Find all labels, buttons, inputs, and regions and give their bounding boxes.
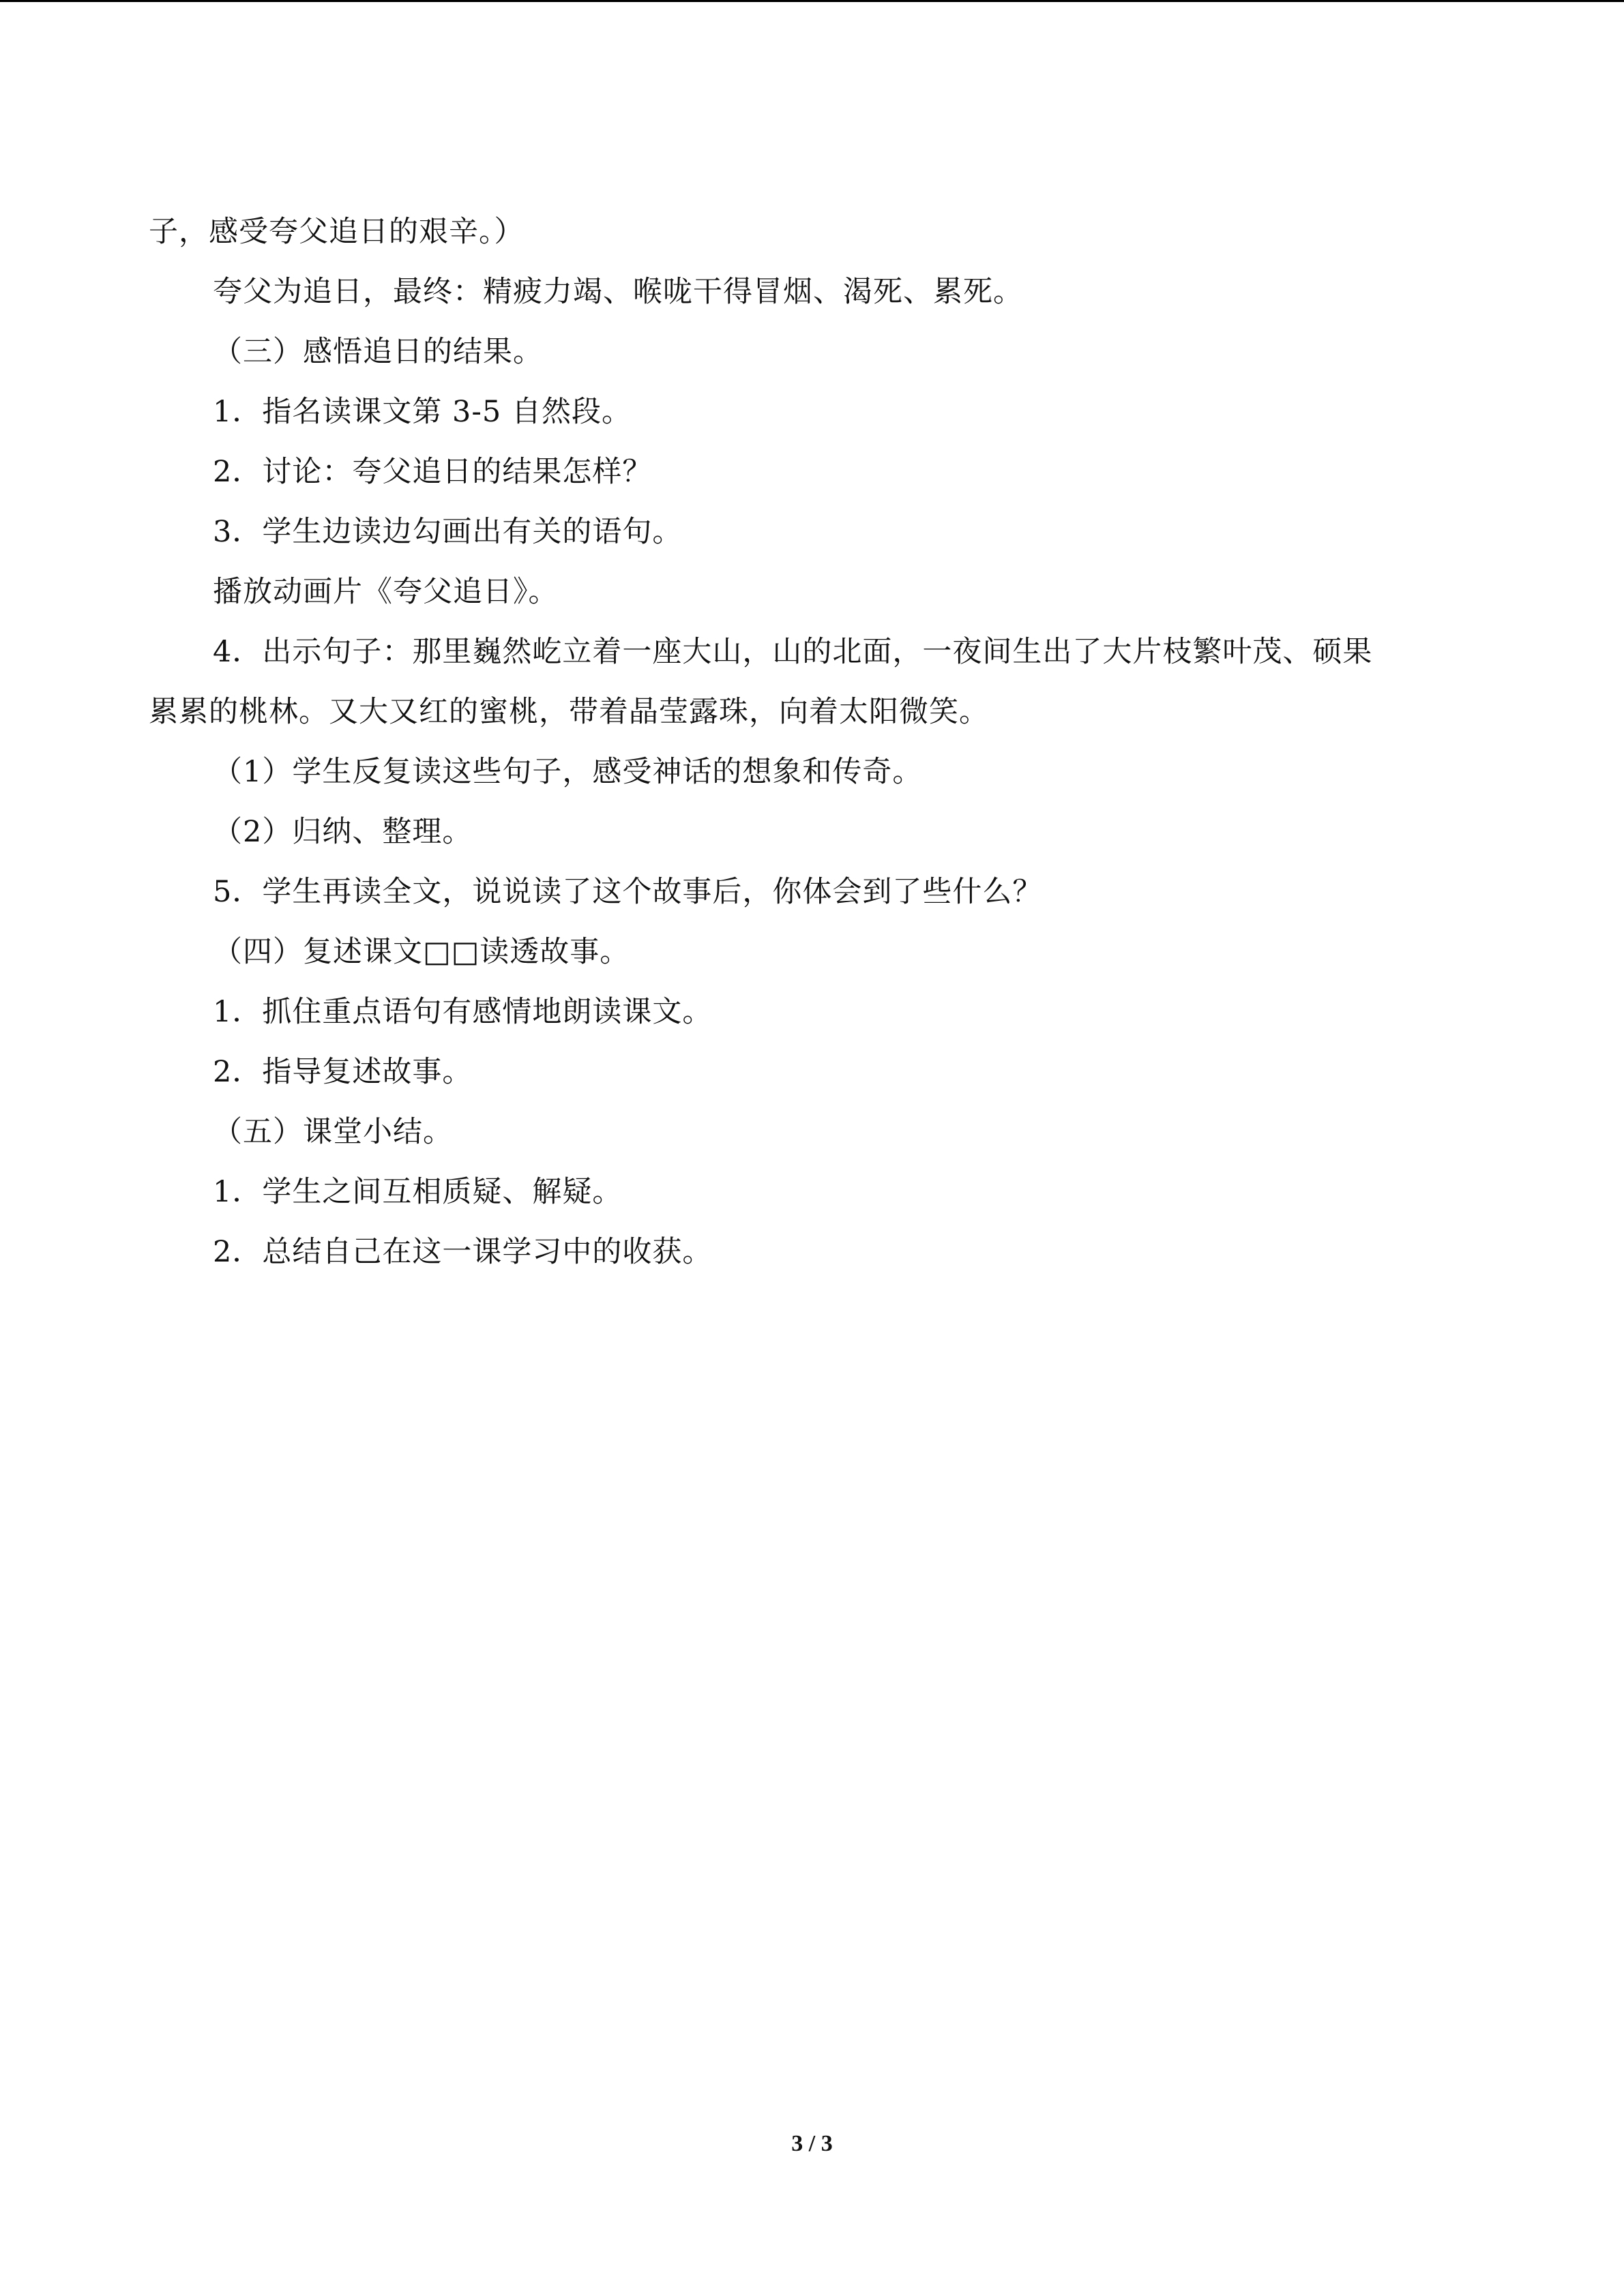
- paragraph-line: 夸父为追日，最终：精疲力竭、喉咙干得冒烟、渴死、累死。: [213, 275, 1023, 309]
- list-item: 5．学生再读全文，说说读了这个故事后，你体会到了些什么？: [213, 875, 1043, 909]
- list-item: （2）归纳、整理。: [213, 815, 473, 849]
- page-number: 3 / 3: [791, 2131, 833, 2156]
- section-heading: （四）复述课文□□读透故事。: [213, 935, 630, 969]
- paragraph-line: 播放动画片《夸父追日》。: [213, 575, 559, 609]
- section-heading: （三）感悟追日的结果。: [213, 335, 543, 369]
- list-item: （1）学生反复读这些句子，感受神话的想象和传奇。: [213, 755, 923, 789]
- list-item: 1．抓住重点语句有感情地朗读课文。: [213, 995, 713, 1029]
- list-item: 3．学生边读边勾画出有关的语句。: [213, 515, 683, 549]
- list-item: 2．指导复述故事。: [213, 1055, 473, 1089]
- paragraph-line: 累累的桃林。又大又红的蜜桃，带着晶莹露珠，向着太阳微笑。: [149, 695, 989, 729]
- list-item: 4．出示句子：那里巍然屹立着一座大山，山的北面，一夜间生出了大片枝繁叶茂、硕果: [213, 635, 1373, 669]
- section-heading: （五）课堂小结。: [213, 1115, 453, 1149]
- list-item: 1．指名读课文第 3-5 自然段。: [213, 395, 632, 429]
- list-item: 1．学生之间互相质疑、解疑。: [213, 1175, 623, 1209]
- page-top-border: [0, 0, 1624, 2]
- list-item: 2．总结自己在这一课学习中的收获。: [213, 1235, 713, 1269]
- list-item: 2．讨论：夸父追日的结果怎样？: [213, 455, 653, 489]
- paragraph-line: 子，感受夸父追日的艰辛。）: [149, 215, 525, 249]
- document-body: [149, 202, 1479, 1282]
